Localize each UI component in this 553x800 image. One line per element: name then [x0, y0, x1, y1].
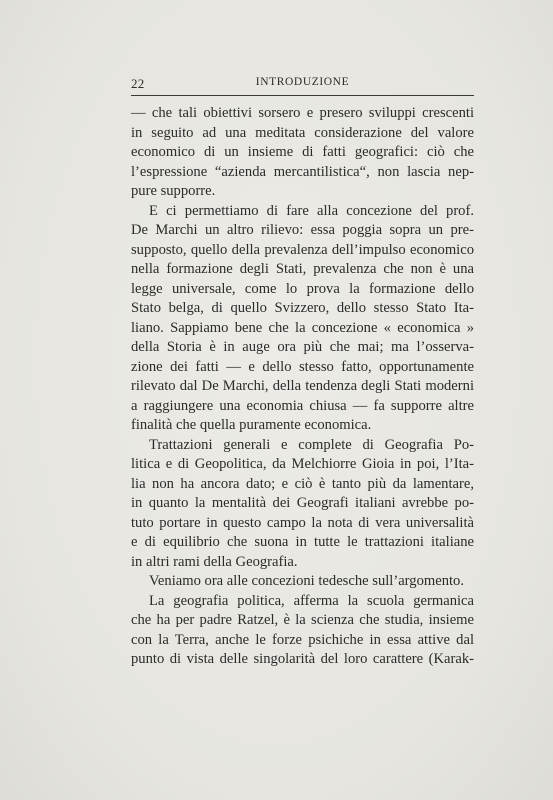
text-line: supposto, quello della prevalenza dell’impulso economico [131, 241, 474, 258]
paragraph [131, 202, 474, 436]
text-line: pure supporre. [131, 183, 216, 199]
text-line: della Storia è in auge ora più che mai; ma l’osserva- [131, 339, 474, 355]
text-line: tuto portare in questo campo la nota di vera universalità [131, 514, 474, 531]
text-line: in quanto la mentalità dei Geografi italiani avrebbe po- [131, 495, 474, 511]
text-line: finalità che quella puramente economica. [131, 417, 372, 433]
header-rule [131, 95, 474, 96]
text-line: punto di vista delle singolarità del loro carattere (Karak- [131, 651, 474, 667]
body-text [131, 104, 474, 670]
text-line: a raggiungere una economia chiusa — fa supporre altre [131, 397, 474, 414]
text-line: zione dei fatti — e dello stesso fatto, opportunamente [131, 358, 474, 375]
paragraph [131, 104, 474, 202]
text-line: con la Terra, anche le forze psichiche in essa attive dal [131, 631, 474, 648]
text-line: litica e di Geopolitica, da Melchiorre Gioia in poi, l’Ita- [131, 456, 474, 472]
text-line: Stato belga, di quello Svizzero, dello stesso Stato Ita- [131, 300, 474, 316]
page-number: 22 [131, 76, 145, 91]
text-line: legge universale, come lo prova la formazione dello [131, 280, 474, 297]
text-line: che ha per padre Ratzel, è la scienza che studia, insieme [131, 612, 474, 628]
text-line: e di equilibrio che suona in tutte le trattazioni italiane [131, 534, 474, 550]
text-line: La geografia politica, afferma la scuola germanica [149, 592, 474, 609]
page-header [131, 76, 474, 92]
text-line: rilevato dal De Marchi, della tendenza degli Stati moderni [131, 378, 474, 394]
text-line: E ci permettiamo di fare alla concezione del prof. [149, 202, 474, 219]
text-line: Veniamo ora alle concezioni tedesche sull’argomento. [149, 573, 464, 589]
running-head: INTRODUZIONE [255, 76, 350, 88]
text-line: Trattazioni generali e complete di Geografia Po- [149, 436, 474, 453]
text-line: in seguito ad una meditata considerazione del valore [131, 124, 474, 141]
text-line: — che tali obiettivi sorsero e presero sviluppi crescenti [131, 105, 474, 121]
text-line: l’espressione “azienda mercantilistica“, non lascia nep- [131, 163, 474, 180]
text-line: nella formazione degli Stati, prevalenza che non è una [131, 261, 474, 277]
text-line: economico di un insieme di fatti geografici: ciò che [131, 144, 474, 160]
paragraph [131, 572, 474, 592]
paragraph [131, 592, 474, 670]
text-line: liano. Sappiamo bene che la concezione « economica » [131, 319, 474, 336]
text-line: De Marchi un altro rilievo: essa poggia sopra un pre- [131, 222, 474, 238]
text-line: lia non ha ancora dato; e ciò è tanto più da lamentare, [131, 475, 474, 492]
paragraph [131, 436, 474, 573]
text-line: in altri rami della Geografia. [131, 553, 298, 570]
